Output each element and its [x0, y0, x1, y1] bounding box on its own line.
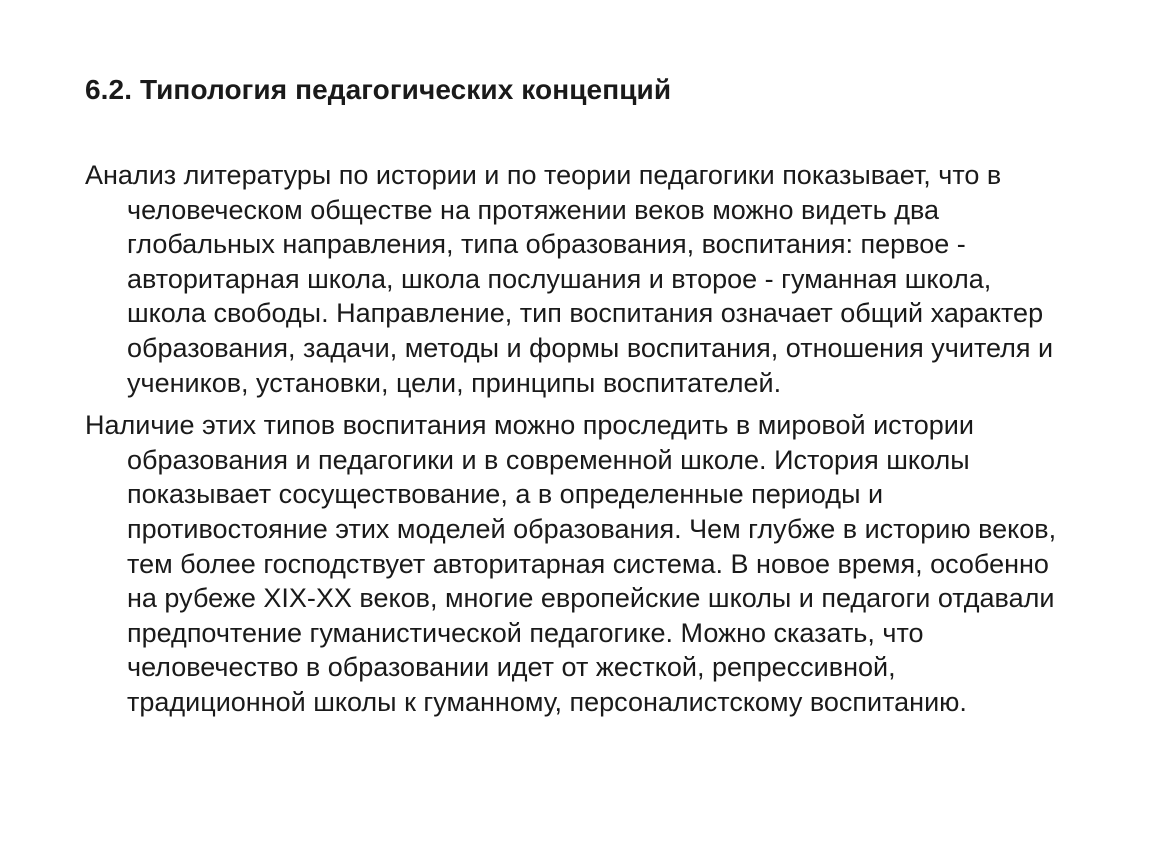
paragraph-1: Анализ литературы по истории и по теории педагогики показывает, что в человеческом обществе на протяжении веков можно видеть два глобальных направления, типа образования, воспитания: первое - авторитарная школа, школа послушания и второе - гуманная школа, школа свободы. Направление, тип воспитания означает общий характер образования, задачи, методы и формы воспитания, отношения учителя и учеников, установки, цели, принципы воспитателей. — [85, 160, 1054, 398]
paragraph-2: Наличие этих типов воспитания можно проследить в мировой истории образования и педагогики и в современной школе. История школы показывает сосуществование, а в определенные периоды и противостояние этих моделей образования. Чем глубже в историю веков, тем более господствует авторитарная система. В новое время, особенно на рубеже XIX-XX веков, многие европейские школы и педагоги отдавали предпочтение гуманистической педагогике. Можно сказать, что человечество в образовании идет от жесткой, репрессивной, традиционной школы к гуманному, персоналистскому воспитанию. — [85, 410, 1057, 717]
slide-body — [85, 158, 1075, 728]
slide-title: 6.2. Типология педагогических концепций — [85, 74, 672, 105]
